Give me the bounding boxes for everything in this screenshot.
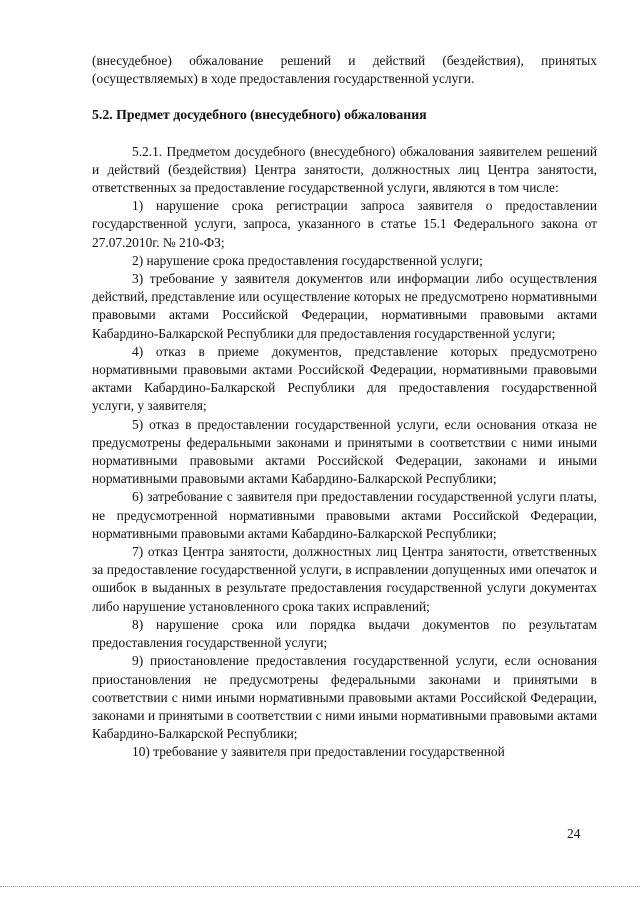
document-body <box>92 52 597 762</box>
intro-paragraph: (внесудебное) обжалование решений и действий (бездействия), принятых (осуществляемых) в ходе предоставления государственной услуги. <box>92 53 597 87</box>
list-item-5: 5) отказ в предоставлении государственной услуги, если основания отказа не предусмотрены федеральными законами и принятыми в соответствии с ними иными нормативными правовыми актами Российской Федерации, законами и иными нормативными правовыми актами Кабардино-Балкарской Республики; <box>92 416 597 487</box>
list-item-8: 8) нарушение срока или порядка выдачи документов по результатам предоставления государственной услуги; <box>92 616 597 651</box>
paragraph-5-2-1: 5.2.1. Предметом досудебного (внесудебного) обжалования заявителем решений и действий (бездействия) Центра занятости, должностных лиц Центра занятости, ответственных за предоставление государственной услуги, являются в том числе: <box>92 143 597 196</box>
list-item-3: 3) требование у заявителя документов или информации либо осуществления действий, представление или осуществление которых не предусмотрено нормативными правовыми актами Российской Федерации, нормативными правовыми актами Кабардино-Балкарской Республики для предоставления государственной услуги; <box>92 271 597 341</box>
list-item-6: 6) затребование с заявителя при предоставлении государственной услуги платы, не предусмотренной нормативными правовыми актами Российской Федерации, нормативными правовыми актами Кабардино-Балкарской Республики; <box>92 489 597 541</box>
scan-edge-divider <box>0 886 640 887</box>
list-item-2: 2) нарушение срока предоставления государственной услуги; <box>132 252 483 268</box>
list-item-10: 10) требование у заявителя при предоставлении государственной <box>132 744 505 760</box>
section-heading: 5.2. Предмет досудебного (внесудебного) обжалования <box>92 107 427 123</box>
list-item-9: 9) приостановление предоставления государственной услуги, если основания приостановления не предусмотрены федеральными законами и принятыми в соответствии с ними иными нормативными правовыми актами Российской Федерации, законами и принятыми в соответствии с ними иными нормативными правовыми актами Кабардино-Балкарской Республики; <box>92 653 597 742</box>
list-item-1: 1) нарушение срока регистрации запроса заявителя о предоставлении государственной услуги, запроса, указанного в статье 15.1 Федерального закона от 27.07.2010г. № 210-ФЗ; <box>92 198 597 250</box>
page-number: 24 <box>567 826 581 841</box>
list-item-7: 7) отказ Центра занятости, должностных лиц Центра занятости, ответственных за предоставление государственной услуги, в исправлении допущенных ими опечаток и ошибок в выданных в результате предоставления государственной услуги документах либо нарушение установленного срока таких исправлений; <box>92 544 597 614</box>
list-item-4: 4) отказ в приеме документов, представление которых предусмотрено нормативными правовыми актами Российской Федерации, нормативными правовыми актами Кабардино-Балкарской Республики для предоставления государственной услуги, у заявителя; <box>92 343 597 414</box>
